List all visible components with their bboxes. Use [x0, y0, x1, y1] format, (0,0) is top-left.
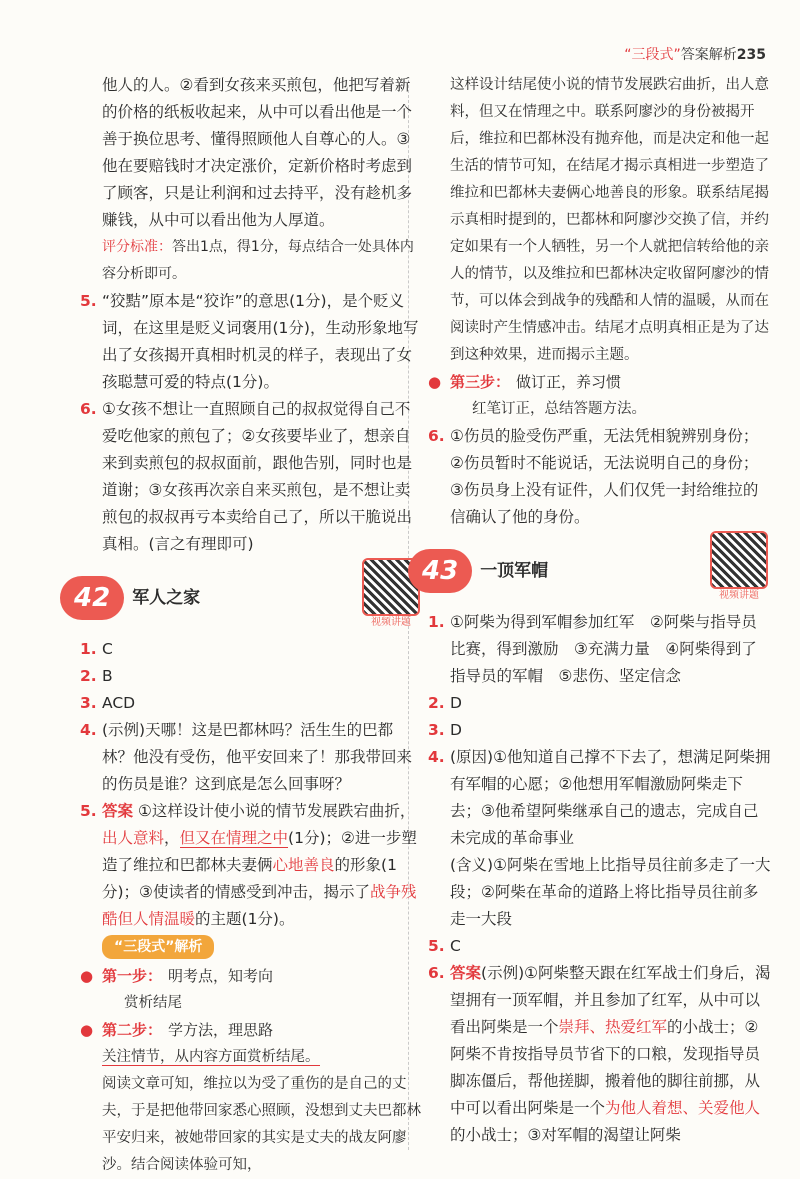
item-number: 4. — [428, 748, 445, 766]
answer-text: ①这样设计使小说的情节发展跌宕曲折， — [137, 802, 416, 820]
answer-item-3 — [80, 690, 424, 717]
step-2 — [80, 1017, 424, 1044]
answer-item-2 — [80, 663, 424, 690]
answer-label: 答案 — [450, 964, 482, 982]
item-text — [102, 798, 424, 933]
header-label: 答案解析 — [680, 47, 737, 63]
item-text: D — [450, 721, 462, 739]
step-1 — [80, 963, 424, 990]
answer-text: (1分)；②进一步塑造了维拉和巴都林夫妻俩 — [102, 829, 417, 874]
step-3 — [428, 369, 772, 396]
answer-text: 的小战士；③对军帽的渴望让阿柴 — [450, 1126, 681, 1144]
step-2-paragraph: 阅读文章可知，维拉以为受了重伤的是自己的丈夫，于是把他带回家悉心照顾，没想到丈夫巴都林平安归来，被她带回家的其实是丈夫的战友阿廖沙。结合阅读体验可知， — [102, 1076, 421, 1173]
key-phrase: 但又在情理之中 — [179, 829, 289, 847]
key-phrase: 为他人着想、关爱他人 — [605, 1099, 761, 1117]
right-column — [422, 72, 772, 1149]
three-stage-banner: “三段式”解析 — [102, 935, 214, 959]
step-bullet-icon: ● — [80, 1021, 94, 1039]
item-number: 1. — [428, 613, 445, 631]
item-number: 6. — [80, 400, 97, 418]
page-header — [624, 44, 766, 64]
step-bullet-icon: ● — [428, 373, 442, 391]
item-number: 5. — [428, 937, 445, 955]
step-desc: 做订正，养习惯 — [516, 373, 622, 391]
answer-text: 的形象(1分)；③使读者的情感受到冲击，揭示了 — [102, 856, 397, 901]
page-number: 235 — [736, 47, 766, 63]
answer-label: 答案 — [102, 802, 134, 820]
key-phrase: 战争残酷但人情温暖 — [102, 883, 417, 928]
item-text: ①女孩不想让一直照顾自己的叔叔觉得自己不爱吃他家的煎包了；②女孩要毕业了，想亲自来到卖煎包的叔叔面前，跟他告别，同时也是道谢；③女孩再次亲自来买煎包，是不想让卖煎包的叔叔再亏本卖给自己了，所以干脆说出真相。(言之有理即可) — [102, 400, 413, 553]
step-2-body-text: 关注情节，从内容方面赏析结尾。 — [102, 1049, 320, 1065]
qr-caption: 视频讲题 — [371, 617, 411, 628]
reason-text: (原因)①他知道自己撑不下去了，想满足阿柴拥有军帽的心愿；②他想用军帽激励阿柴走下去；③他希望阿柴继承自己的遗志，完成自己未完成的革命事业 — [450, 748, 771, 847]
item-text: (示例)天哪！这是巴都林吗？活生生的巴都林？他没有受伤，他平安回来了！那我带回来的伤员是谁？这到底是怎么回事呀？ — [102, 721, 413, 793]
answer-item-2 — [428, 690, 772, 717]
answer-item-5 — [80, 288, 424, 396]
answer-text: (示例)①阿柴整天跟在红军战士们身后，渴望拥有一顶军帽，并且参加了红军，从中可以看出阿柴是一个 — [450, 964, 771, 1036]
item-number: 4. — [80, 721, 97, 739]
item-text: ACD — [102, 694, 136, 712]
item-number: 3. — [428, 721, 445, 739]
lesson-title: 一顶军帽 — [480, 560, 549, 581]
answer-item-3 — [428, 717, 772, 744]
scoring-note-text: 答出1点，得1分，每点结合一处具体内容分析即可。 — [102, 239, 414, 282]
key-phrase: 出人意料 — [102, 829, 165, 847]
item-text: ①阿柴为得到军帽参加红军 ②阿柴与指导员比赛，得到激励 ③充满力量 ④阿柴得到了指导员的军帽 ⑤悲伤、坚定信念 — [450, 613, 757, 685]
answer-item-5b — [80, 798, 424, 933]
step-3-body: 红笔订正，总结答题方法。 — [472, 401, 646, 417]
key-phrase: 崇拜、热爱红军 — [558, 1018, 668, 1036]
step-bullet-icon: ● — [80, 967, 94, 985]
answer-item-1 — [428, 609, 772, 690]
step-label: 第一步： — [102, 967, 163, 985]
item-text: C — [102, 640, 113, 658]
item-text: B — [102, 667, 113, 685]
item-number: 2. — [428, 694, 445, 712]
item-text: “狡黠”原本是“狡诈”的意思(1分)，是个贬义词，在这里是贬义词褒用(1分)，生动形象地写出了女孩揭开真相时机灵的样子，表现出了女孩聪慧可爱的特点(1分)。 — [102, 292, 419, 391]
scoring-note — [80, 234, 424, 288]
item-number: 1. — [80, 640, 97, 658]
item-text: D — [450, 694, 462, 712]
answer-text: 的小战士；②阿柴不肯按指导员节省下的口粮，发现指导员脚冻僵后，帮他搓脚，搬着他的脚往前挪，从中可以看出阿柴是一个 — [450, 1018, 761, 1117]
answer-text: ， — [164, 829, 180, 847]
step-2-body — [80, 1044, 424, 1071]
lesson-header-43 — [422, 539, 772, 603]
qr-caption: 视频讲题 — [719, 590, 759, 601]
answer-item-6 — [428, 423, 772, 531]
item-number: 3. — [80, 694, 97, 712]
step-2-paragraph-continued: 这样设计结尾使小说的情节发展跌宕曲折，出人意料，但又在情理之中。联系阿廖沙的身份被揭开后，维拉和巴都林没有抛弃他，而是决定和他一起生活的情节可知，在结尾才揭示真相进一步塑造了维拉和巴都林夫妻俩心地善良的形象。联系结尾揭示真相时提到的，巴都林和阿廖沙交换了信，并约定如果有一个人牺牲，另一个人就把信转给他的亲人的情节，以及维拉和巴都林决定收留阿廖沙的情节，可以体会到战争的残酷和人情的温暖，从而在阅读时产生情感冲击。结尾才点明真相正是为了达到这种效果，进而揭示主题。 — [450, 77, 769, 363]
item-number: 5. — [80, 292, 97, 310]
item-number: 5. — [80, 802, 97, 820]
step-desc: 明考点，知考向 — [168, 967, 274, 985]
step-1-body: 赏析结尾 — [124, 995, 182, 1011]
answer-item-6 — [80, 396, 424, 558]
lesson-header-42 — [74, 566, 424, 630]
answer-item-5 — [428, 933, 772, 960]
qr-code-icon[interactable] — [710, 531, 768, 589]
header-tag: “三段式” — [624, 47, 681, 63]
item-text — [450, 960, 772, 1149]
answer-item-4 — [428, 744, 772, 933]
step-label: 第三步： — [450, 373, 511, 391]
scoring-note-label: 评分标准： — [102, 239, 172, 255]
item-text — [450, 744, 772, 933]
key-phrase: 心地善良 — [272, 856, 335, 874]
item-number: 6. — [428, 427, 445, 445]
answer-text: 的主题(1分)。 — [195, 910, 295, 928]
left-column — [74, 72, 424, 1179]
item-number: 2. — [80, 667, 97, 685]
answer-item-4 — [80, 717, 424, 798]
answer-item-1 — [80, 636, 424, 663]
step-label: 第二步： — [102, 1021, 163, 1039]
item-text: ①伤员的脸受伤严重，无法凭相貌辨别身份；②伤员暂时不能说话，无法说明自己的身份；③伤员身上没有证件，人们仅凭一封给维拉的信确认了他的身份。 — [450, 427, 759, 526]
qr-code[interactable] — [710, 531, 768, 603]
lesson-title: 军人之家 — [132, 587, 201, 608]
lesson-number-badge: 42 — [60, 576, 124, 620]
item-number: 6. — [428, 964, 445, 982]
paragraph-continued: 他人的人。②看到女孩来买煎包，他把写着新的价格的纸板收起来，从中可以看出他是一个善于换位思考、懂得照顾他人自尊心的人。③他在要赔钱时才决定涨价，定新价格时考虑到了顾客，只是让利润和过去持平，没有趁机多赚钱，从中可以看出他为人厚道。 — [102, 76, 413, 229]
lesson-number-badge: 43 — [408, 549, 472, 593]
meaning-text: (含义)①阿柴在雪地上比指导员往前多走了一大段；②阿柴在革命的道路上将比指导员往前多走一大段 — [450, 856, 771, 928]
item-text: C — [450, 937, 461, 955]
step-desc: 学方法，理思路 — [168, 1021, 274, 1039]
answer-item-6b — [428, 960, 772, 1149]
